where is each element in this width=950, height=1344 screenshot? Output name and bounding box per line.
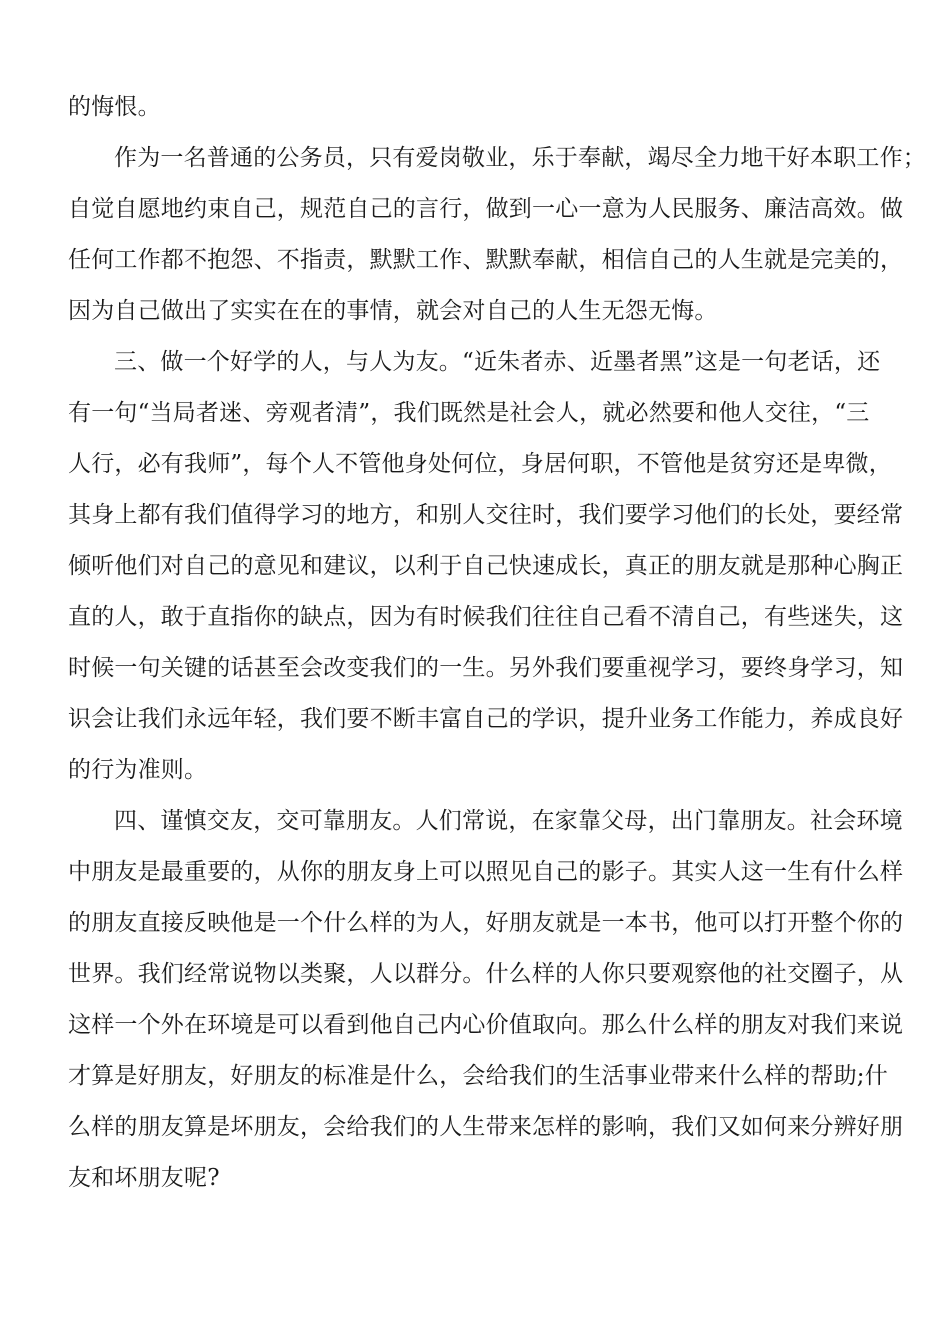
text-line: 倾听他们对自己的意见和建议，以利于自己快速成长，真正的朋友就是那种心胸正 [68, 553, 904, 579]
text-line: 任何工作都不抱怨、不指责，默默工作、默默奉献，相信自己的人生就是完美的， [68, 247, 904, 273]
text-line: 直的人，敢于直指你的缺点，因为有时候我们往往自己看不清自己，有些迷失，这 [68, 604, 904, 630]
text-line: 因为自己做出了实实在在的事情，就会对自己的人生无怨无悔。 [68, 298, 718, 324]
text-line: 的朋友直接反映他是一个什么样的为人，好朋友就是一本书，他可以打开整个你的 [68, 910, 904, 936]
text-line: 这样一个外在环境是可以看到他自己内心价值取向。那么什么样的朋友对我们来说 [68, 1012, 904, 1038]
text-line: 时候一句关键的话甚至会改变我们的一生。另外我们要重视学习，要终身学习，知 [68, 655, 904, 681]
text-line: 三、做一个好学的人，与人为友。“近朱者赤、近墨者黑”这是一句老话，还 [114, 349, 881, 375]
text-line: 其身上都有我们值得学习的地方，和别人交往时，我们要学习他们的长处，要经常 [68, 502, 904, 528]
text-line: 的行为准则。 [68, 757, 208, 783]
text-line: 人行，必有我师”，每个人不管他身处何位，身居何职，不管他是贫穷还是卑微， [68, 451, 892, 477]
text-line: 的悔恨。 [68, 94, 161, 120]
text-line: 友和坏朋友呢? [68, 1165, 220, 1191]
text-line: 么样的朋友算是坏朋友，会给我们的人生带来怎样的影响，我们又如何来分辨好朋 [68, 1114, 904, 1140]
text-line: 作为一名普通的公务员，只有爱岗敬业，乐于奉献，竭尽全力地干好本职工作； [114, 145, 926, 171]
text-line: 有一句“当局者迷、旁观者清”，我们既然是社会人，就必然要和他人交往，“三 [68, 400, 870, 426]
text-line: 中朋友是最重要的，从你的朋友身上可以照见自己的影子。其实人这一生有什么样 [68, 859, 904, 885]
text-line: 识会让我们永远年轻，我们要不断丰富自己的学识，提升业务工作能力，养成良好 [68, 706, 904, 732]
text-line: 世界。我们经常说物以类聚，人以群分。什么样的人你只要观察他的社交圈子，从 [68, 961, 904, 987]
text-line: 四、谨慎交友，交可靠朋友。人们常说，在家靠父母，出门靠朋友。社会环境 [114, 808, 903, 834]
text-line: 自觉自愿地约束自己，规范自己的言行，做到一心一意为人民服务、廉洁高效。做 [68, 196, 904, 222]
text-line: 才算是好朋友，好朋友的标准是什么，会给我们的生活事业带来什么样的帮助;什 [68, 1063, 888, 1089]
